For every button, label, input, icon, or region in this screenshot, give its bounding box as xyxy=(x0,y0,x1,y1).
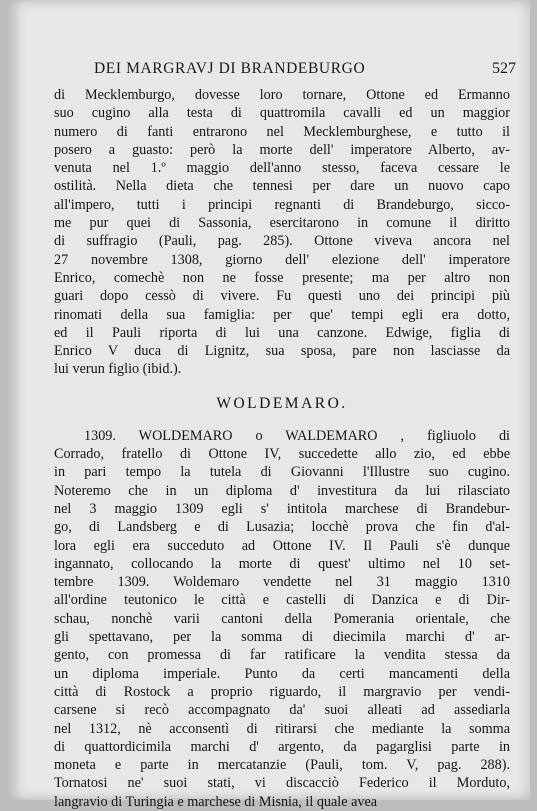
book-page xyxy=(8,0,530,810)
text-line: ed il Pauli riporta di lui una canzone. Edwige, figlia di xyxy=(54,324,510,341)
text-line: città di Rostock a proprio riguardo, il margravio per vendi- xyxy=(54,683,510,700)
text-line: venuta nel 1.º maggio dell'anno stesso, faceva cessare le xyxy=(54,160,510,177)
section-title: WOLDEMARO. xyxy=(216,394,348,412)
text-line: ingannato, collocando la morte di quest' ultimo nel 10 set- xyxy=(54,555,510,572)
text-line: Tornatosi ne' suoi stati, vi discacciò Federico il Morduto, xyxy=(54,775,510,792)
text-line: Enrico V duca di Lignitz, sua sposa, pare non lasciasse da xyxy=(54,343,510,360)
text-line: lora egli era succeduto ad Ottone IV. Il Pauli s'è dunque xyxy=(54,537,510,554)
page-number: 527 xyxy=(492,60,516,77)
text-line: 27 novembre 1308, giorno dell' elezione dell' imperatore xyxy=(54,251,510,268)
text-line: nel 1312, nè acconsentì di ritirarsi che mediante la somma xyxy=(54,720,510,737)
text-line: Noteremo che in un diploma d' investitura da lui rilasciato xyxy=(54,482,510,499)
paragraph-woldemaro xyxy=(54,427,510,811)
text-line: numero di fanti entrarono nel Mecklemburghese, e tutto il xyxy=(54,123,510,140)
text-line: ostilità. Nella dieta che tennesi per dare un nuovo capo xyxy=(54,178,510,195)
text-line: rinomati della sua famiglia: per que' tempi egli era dotto, xyxy=(54,306,510,323)
text-line: gli spettavano, per la somma di diecimila marchi d' ar- xyxy=(54,629,510,646)
text-line: schau, nonchè varii cantoni della Pomerania orientale, che xyxy=(54,610,510,627)
text-line: di suffragio (Pauli, pag. 285). Ottone viveva ancora nel xyxy=(54,233,510,250)
text-line: di Mecklemburgo, dovesse loro tornare, Ottone ed Ermanno xyxy=(54,87,510,103)
text-line: un diploma imperiale. Punto da certi mancamenti della xyxy=(54,665,510,682)
text-line: go, di Landsberg e di Lusazia; locchè prova che fin d'al- xyxy=(54,519,510,536)
text-line: Corrado, fratello di Ottone IV, succedette allo zio, ed ebbe xyxy=(54,446,510,463)
text-line: all'impero, tutti i principi regnanti di Brandeburgo, sicco- xyxy=(54,196,510,213)
text-line: all'ordine teutonico le città e castelli di Danzica e di Dir- xyxy=(54,592,510,609)
text-line: 1309. WOLDEMARO o WALDEMARO , figliuolo di xyxy=(84,427,510,444)
text-line: nel 3 maggio 1309 egli s' intitola marchese di Brandebur- xyxy=(54,500,510,517)
text-line: guari dopo cessò di vivere. Fu questi uno dei principi più xyxy=(54,288,510,305)
text-line: posero a guasto: però la morte dell' imperatore Alberto, av- xyxy=(54,141,510,158)
text-line: Enrico, comechè non ne fosse presente; ma per altro non xyxy=(54,269,510,286)
text-line: in pari tempo la tutela di Giovanni l'Illustre suo cugino. xyxy=(54,464,510,481)
text-line: tembre 1309. Woldemaro vendette nel 31 maggio 1310 xyxy=(54,574,510,591)
running-title: DEI MARGRAVJ DI BRANDEBURGO xyxy=(94,60,366,77)
paragraph-continued xyxy=(54,86,510,379)
text-line: gento, con promessa di far ratificare la vendita stessa da xyxy=(54,647,510,664)
text-line: me pur quei di Sassonia, esercitarono in comune il diritto xyxy=(54,215,510,232)
text-line: suo cugino alla testa di quattromila cavalli ed un maggior xyxy=(54,105,510,122)
body-text xyxy=(54,86,510,811)
running-header xyxy=(56,60,516,82)
text-line: moneta e parte in mercatanzie (Pauli, tom. V, pag. 288). xyxy=(54,757,510,774)
text-line: lui verun figlio (ibid.). xyxy=(54,361,182,378)
text-line: langravio di Turingia e marchese di Misnia, il quale avea xyxy=(54,793,378,810)
text-line: di quattordicimila marchi d' argento, da pagarglisi parte in xyxy=(54,738,510,755)
text-line: carsene si recò accompagnato da' suoi alleati ad assediarla xyxy=(54,702,510,719)
